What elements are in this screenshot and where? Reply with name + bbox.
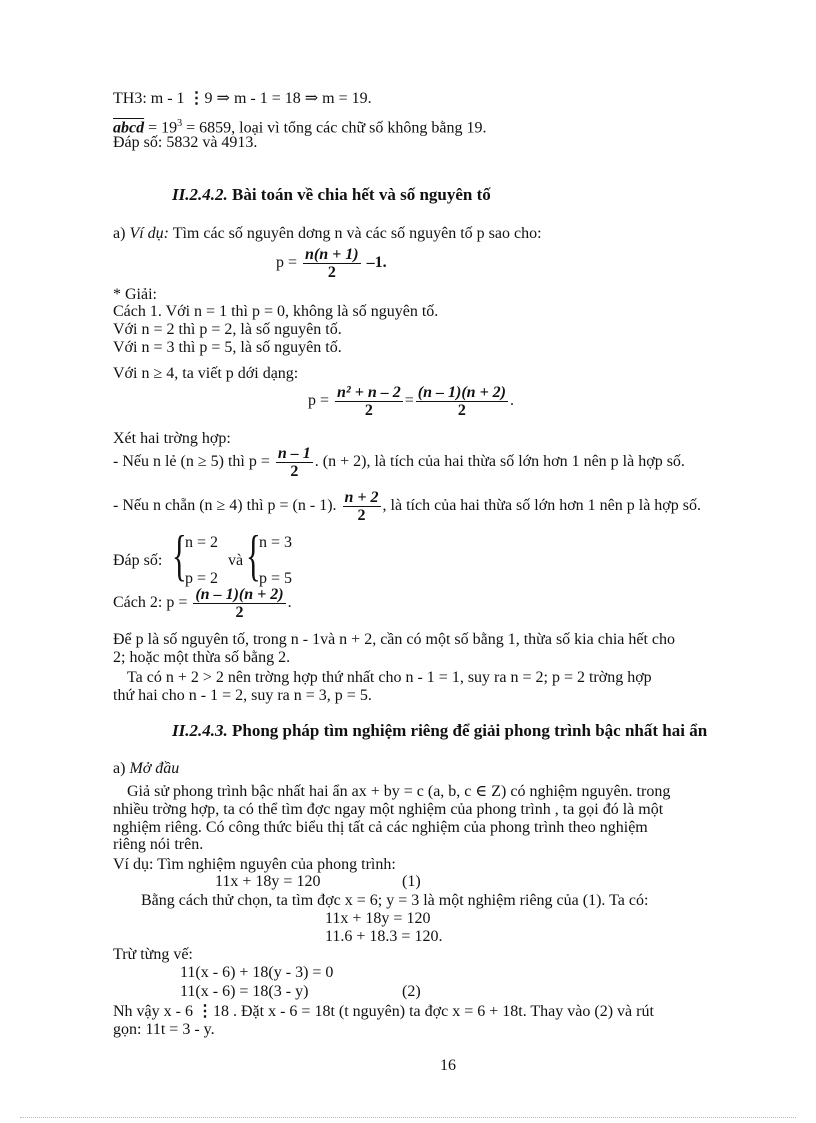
formula-2-denominator-b: 2	[416, 401, 508, 419]
even-case-fraction	[343, 489, 381, 524]
intro-line-3: nghiệm riêng. Có công thức biểu thị tất cả các nghiệm của phong trình theo nghiệm	[113, 819, 648, 836]
geq-symbol: ≥	[197, 453, 207, 471]
odd-case-fraction	[276, 445, 313, 480]
intro-line-4: riêng nói trên.	[113, 836, 204, 853]
th3-m19: m = 19.	[322, 90, 372, 107]
example-2-line: Ví dụ: Tìm nghiệm nguyên của phong trình:	[113, 856, 396, 873]
method-2-fraction	[193, 586, 285, 621]
intro-line-1-a: Giả sử phong trình bậc nhất hai ẩn ax + by = c (a, b, c	[127, 783, 472, 800]
implies-symbol: ⇒	[304, 90, 319, 107]
odd-case-c: . (n + 2), là tích của hai thừa số lớn hơn 1 nên p là hợp số.	[314, 453, 685, 471]
conclusion-line	[113, 1003, 654, 1021]
odd-case-denominator: 2	[276, 462, 313, 480]
answer-and: và	[228, 552, 244, 569]
section-title-1: Bài toán về chia hết và số nguyên tố	[231, 185, 491, 204]
method-1-line-1: Cách 1. Với n = 1 thì p = 0, không là số nguyên tố.	[113, 303, 439, 320]
geq-symbol: ≥	[153, 365, 163, 382]
answer-label: Đáp số:	[113, 552, 163, 569]
footer-rule	[20, 1117, 796, 1118]
subtract-label: Trừ từng vế:	[113, 946, 193, 963]
even-case-numerator: n + 2	[344, 489, 379, 506]
cases-intro: Xét hai trờng hợp:	[113, 430, 231, 447]
answer-p2: p = 2	[185, 570, 219, 587]
in-symbol: ∈	[475, 783, 488, 800]
example-text: Tìm các số nguyên dơng n và các số nguyên tố p sao cho:	[172, 225, 542, 242]
trial-line: Bằng cách thử chọn, ta tìm đợc x = 6; y = 3 là một nghiệm riêng của (1). Ta có:	[141, 892, 649, 909]
geq-symbol: ≥	[216, 497, 226, 515]
reduce-line: gọn: 11t = 3 - y.	[113, 1021, 215, 1038]
section-number-2: II.2.4.3.	[172, 721, 228, 740]
formula-2-numerator-b: (n – 1)(n + 2)	[417, 384, 507, 401]
equation-4: 11(x - 6) + 18(y - 3) = 0	[180, 964, 334, 981]
example-line	[113, 225, 542, 243]
formula-2-denominator-a: 2	[335, 401, 403, 419]
th3-nine: 9	[204, 90, 213, 107]
intro-prefix: a)	[113, 760, 126, 777]
formula-1-lhs: p =	[276, 254, 298, 272]
abcd-overline: abcd	[113, 119, 145, 137]
para-2-line-2: thứ hai cho n - 1 = 2, suy ra n = 3, p = 5.	[113, 687, 372, 704]
formula-2-lhs: p =	[308, 392, 330, 410]
equation-5: 11(x - 6) = 18(3 - y)	[180, 983, 309, 1000]
th3-line	[113, 90, 372, 108]
even-case-denominator: 2	[343, 506, 381, 524]
formula-2-numerator-a: n² + n – 2	[337, 384, 401, 401]
intro-line-1-b: Z) có nghiệm nguyên. trong	[491, 783, 671, 800]
page-number: 16	[440, 1057, 456, 1074]
odd-case-a: - Nếu n lẻ (n	[113, 453, 194, 471]
intro-line-1	[127, 783, 670, 801]
abcd-exp: 3	[177, 118, 183, 129]
equation-1: 11x + 18y = 120	[215, 873, 321, 890]
method-2-denominator: 2	[193, 603, 285, 621]
section-title-2: Phong pháp tìm nghiệm riêng để giải phong trình bậc nhất hai ẩn	[231, 721, 708, 740]
even-case-a: - Nếu n chẵn (n	[113, 497, 213, 515]
even-case-b: 4) thì p = (n - 1).	[229, 497, 337, 515]
intro-heading	[113, 760, 179, 778]
section-number-1: II.2.4.2.	[172, 185, 228, 204]
intro-label: Mở đầu	[129, 760, 180, 777]
formula-1-tail: –1.	[366, 254, 387, 272]
section-heading-1	[172, 186, 491, 204]
answer-line-1: Đáp số: 5832 và 4913.	[113, 134, 258, 151]
example-label: Ví dụ:	[129, 225, 169, 242]
method-2: Cách 2: p = $\frac{(n - 1)(n + 2)}{2}$ .	[113, 586, 292, 621]
even-case-c: , là tích của hai thừa số lớn hơn 1 nên p là hợp số.	[382, 497, 701, 515]
formula-2-fraction-b	[416, 384, 508, 419]
answer-n3: n = 3	[259, 534, 293, 551]
left-brace-1: {	[172, 525, 187, 587]
section-heading-2	[172, 722, 707, 740]
equation-3: 11.6 + 18.3 = 120.	[325, 928, 443, 945]
formula-1-denominator: 2	[303, 263, 361, 281]
implies-symbol: ⇒	[216, 90, 230, 107]
equation-2: 11x + 18y = 120	[325, 910, 431, 927]
intro-line-2: nhiều trờng hợp, ta có thể tìm đợc ngay một nghiệm của phong trình , ta gọi đó là một	[113, 801, 664, 818]
para-1-line-2: 2; hoặc một thừa số bằng 2.	[113, 649, 291, 666]
odd-case-b: 5) thì p =	[210, 453, 270, 471]
divides-symbol: ⋮	[196, 1003, 213, 1020]
th3-m18: m - 1 = 18	[233, 90, 301, 107]
left-brace-2: {	[246, 525, 261, 587]
th3-text: TH3: m - 1	[113, 90, 185, 107]
equation-1-tag: (1)	[402, 873, 421, 890]
formula-1	[276, 246, 387, 281]
odd-case-numerator: n – 1	[277, 445, 311, 462]
conclusion-b: 18 . Đặt x - 6 = 18t (t nguyên) ta đợc x = 6 + 18t. Thay vào (2) và rút	[212, 1003, 654, 1020]
odd-case	[113, 445, 685, 480]
method-1-line-3: Với n = 3 thì p = 5, là số nguyên tố.	[113, 339, 342, 356]
abcd-eq: = 19	[148, 119, 178, 137]
solution-label: * Giải:	[113, 286, 157, 303]
even-case	[113, 489, 701, 524]
c4-a: Với n	[113, 365, 150, 382]
formula-1-numerator: n(n + 1)	[305, 246, 359, 263]
conclusion-a: Nh vậy x - 6	[113, 1003, 193, 1020]
example-prefix: a)	[113, 225, 126, 242]
divides-symbol: ⋮	[188, 90, 205, 107]
para-2-line-1: Ta có n + 2 > 2 nên trờng hợp thứ nhất cho n - 1 = 1, suy ra n = 2; p = 2 trờng hợp	[127, 669, 652, 686]
c4-b: 4, ta viết p dới dạng:	[166, 365, 299, 382]
method-1-line-4	[113, 365, 298, 383]
answer-p5: p = 5	[259, 570, 293, 587]
formula-2: p = $\frac{\text{n² + n – 2}}{2}$ = $\frac{(n - 1)(n + 2)}{2}$ .	[308, 384, 515, 419]
formula-2-fraction-a	[335, 384, 403, 419]
method-1-line-2: Với n = 2 thì p = 2, là số nguyên tố.	[113, 321, 342, 338]
method-2-numerator: (n – 1)(n + 2)	[195, 586, 284, 603]
answer-n2: n = 2	[185, 534, 219, 551]
para-1-line-1: Để p là số nguyên tố, trong n - 1và n + 2, cần có một số bằng 1, thừa số kia chia hết cho	[113, 631, 676, 648]
method-2-lhs: Cách 2: p =	[113, 594, 188, 612]
equation-5-tag: (2)	[402, 983, 421, 1000]
abcd-tail: = 6859, loại vì tổng các chữ số không bằng 19.	[186, 119, 487, 137]
formula-1-fraction	[303, 246, 361, 281]
